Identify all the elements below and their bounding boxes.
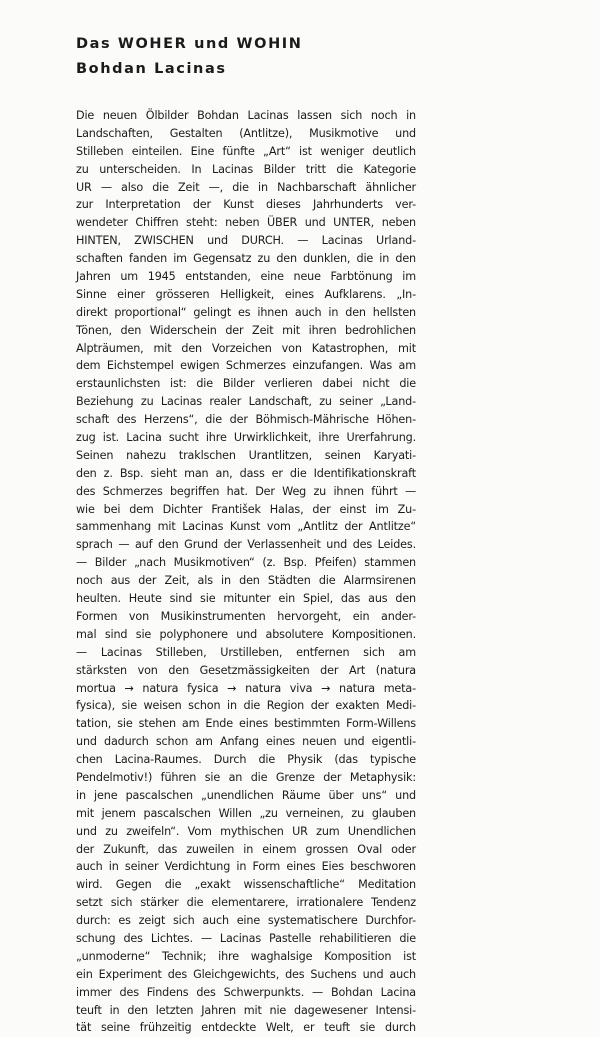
body-text-line: — Bilder „nach Musikmotiven“ (z. Bsp. Pfeifen) stammen [76,556,416,570]
body-text-line: Jahren um 1945 entstanden, eine neue Farbtönung im [76,270,416,284]
body-text-line: Tönen, den Widerschein der Zeit mit ihren bedrohlichen [76,323,416,337]
body-text-line: UR — also die Zeit —, die in Nachbarschaft ähnlicher [76,180,416,194]
body-text-line: teuft in den letzten Jahren mit nie dagewesener Intensi- [76,1003,416,1017]
body-text-line: Pendelmotiv!) führen sie an die Grenze der Metaphysik: [76,770,416,784]
body-text-line: den z. Bsp. sieht man an, dass er die Identifikationskraft [76,466,416,480]
body-text-line: und dadurch schon am Anfang eines neuen und eigentli- [76,735,416,749]
body-text-line: zu unterscheiden. In Lacinas Bilder tritt die Kategorie [76,162,416,176]
body-text-line: tät seine frühzeitig entdeckte Welt, er teuft sie durch [76,1021,416,1035]
body-text-line: wie bei dem Dichter František Halas, der einst im Zu- [76,502,416,516]
body-text-line: chen Lacina-Raumes. Durch die Physik (das typische [76,753,416,767]
body-text-line: sammenhang mit Lacinas Kunst vom „Antlitz der Antlitze“ [76,520,416,534]
body-text-line: heulten. Heute sind sie mitunter ein Spiel, das aus den [76,592,416,606]
body-text-line: Stilleben einteilen. Eine fünfte „Art“ ist weniger deutlich [76,144,416,158]
body-text-line: dem Eichstempel ewigen Schmerzes einzufangen. Was am [76,359,416,373]
body-text-line: Beziehung zu Lacinas realer Landschaft, zu seiner „Land- [76,395,416,409]
body-text-line: Die neuen Ölbilder Bohdan Lacinas lassen sich noch in [76,109,416,122]
body-text-line: HINTEN, ZWISCHEN und DURCH. — Lacinas Urland- [76,234,416,248]
body-text-line: durch: es zeigt sich auch eine systematischere Durchfor- [76,914,416,928]
body-text-line: erstaunlichsten ist: die Bilder verlieren dabei nicht die [76,377,416,391]
body-text-line: noch aus der Zeit, als in den Städten die Alarmsirenen [76,574,416,588]
body-text-line: in jene pascalschen „unendlichen Räume über uns“ und [76,788,416,802]
body-text-line: wendeter Chiffren steht: neben ÜBER und UNTER, neben [76,216,416,230]
body-text-line: „unmoderne“ Technik; ihre waghalsige Komposition ist [76,949,416,963]
body-text-line: direkt proportional“ gelingt es ihnen auch in den hellsten [76,305,416,319]
body-text-line: Sinne einer grösseren Helligkeit, eines Aufklarens. „In- [76,287,416,301]
body-text-line: mal sind sie polyphonere und absolutere Kompositionen. [76,627,416,641]
body-text-line: Formen von Musikinstrumenten hervorgeht, ein ander- [76,609,416,623]
body-text-line: schaften fanden im Gegensatz zu den dunklen, die in den [76,252,416,266]
body-text-line: sprach — auf den Grund der Verlassenheit und des Leides. [76,538,416,552]
body-text-line: — Lacinas Stilleben, Urstilleben, entfernen sich am [76,645,416,659]
body-text-line: mortua → natura fysica → natura viva → natura meta- [76,681,416,695]
body-text-line: schaft des Herzens“, die der Böhmisch-Mährische Höhen- [76,413,416,427]
body-text-line: Alpträumen, mit den Vorzeichen von Katastrophen, mit [76,341,416,355]
body-text-line: setzt sich stärker die elementarere, irrationalere Tendenz [76,896,416,910]
body-text-line: zur Interpretation der Kunst dieses Jahrhunderts ver- [76,198,416,212]
body-text-line: tation, sie stehen am Ende eines bestimmten Form-Willens [76,717,416,731]
body-text-line: ein Experiment des Gleichgewichts, des Suchens und auch [76,967,416,981]
body-text-line: schung des Lichtes. — Lacinas Pastelle rehabilitieren die [76,931,416,945]
body-text-line: der Zukunft, das zuweilen in einem grossen Oval oder [76,842,416,856]
body-text-line: immer des Findens des Schwerpunkts. — Bohdan Lacina [76,985,416,999]
body-text-line: wird. Gegen die „exakt wissenschaftliche“ Meditation [76,878,416,892]
body-text-line: und zu zweifeln“. Vom mythischen UR zum Unendlichen [76,824,416,838]
body-text-line: mit jenem pascalschen Willen „zu verneinen, zu glauben [76,806,416,820]
body-text-line: zug ist. Lacina sucht ihre Urwirklichkeit, ihre Urerfahrung. [76,431,416,445]
body-text-line: auch in seiner Verdichtung in Form eines Eies beschworen [76,860,416,874]
body-text-line: Landschaften, Gestalten (Antlitze), Musikmotive und [76,126,416,140]
article-body [76,107,416,1037]
body-text-line: Seinen nahezu traklschen Urantlitzen, seinen Karyati- [76,448,416,462]
article-author: Bohdan Lacinas [76,61,227,77]
body-text-line: des Schmerzes begriffen hat. Der Weg zu ihnen führt — [76,484,416,498]
body-text-line: stärksten von den Gesetzmässigkeiten der Art (natura [76,663,416,677]
article-title: Das WOHER und WOHIN [76,36,303,52]
body-text-line: fysica), sie weisen schon in die Region der exakten Medi- [76,699,416,713]
